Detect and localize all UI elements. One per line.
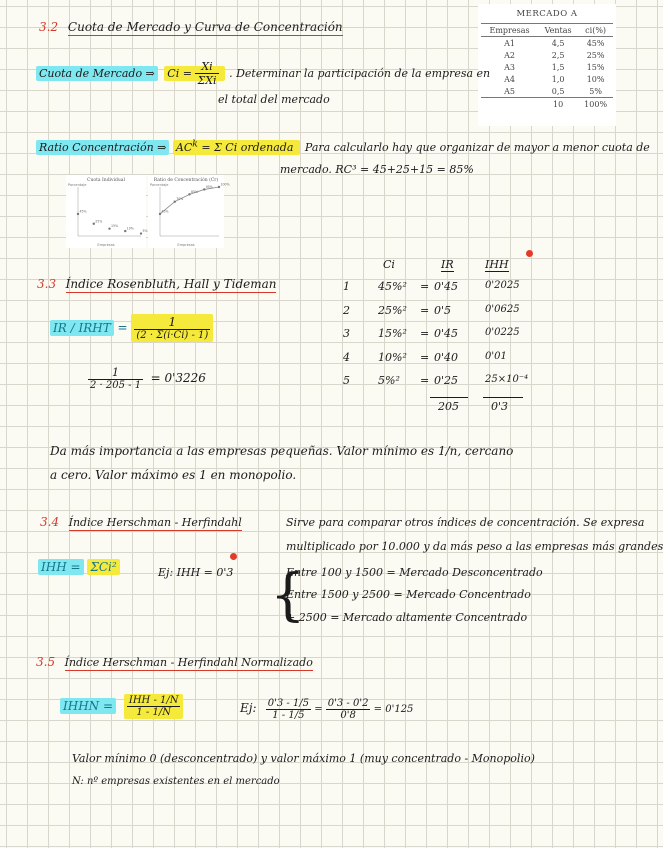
row-ir: 0'45 (434, 327, 459, 340)
chart-cuota-individual (66, 175, 146, 248)
ihh-total: 0'3 (491, 400, 509, 413)
table-row (481, 61, 613, 73)
row-ihh: 25×10⁻⁴ (485, 374, 529, 385)
range-brace: { (270, 563, 306, 628)
ihhn-denominator: 1 - 1/N (136, 707, 171, 718)
ihh-label: IHH = (38, 559, 84, 575)
row-ci: 5%² (378, 374, 400, 387)
chart-data-label: 95% (205, 184, 213, 189)
table-cell: 1,5 (551, 62, 565, 72)
table-cell: A5 (504, 86, 515, 96)
table-cell: A2 (504, 50, 515, 60)
section-3-2-heading (39, 20, 343, 34)
irht-fraction (131, 314, 213, 342)
chart-xlabel: Empresas (177, 243, 195, 247)
example-numerator-2: 0'3 - 0'2 (327, 698, 369, 709)
ihh-range-3: + 2500 = Mercado altamente Concentrado (286, 611, 528, 624)
ihhn-formula (60, 694, 183, 719)
ir-note-1: Da más importancia a las empresas pequeñas. Valor mínimo es 1/n, cercano (50, 444, 514, 458)
example-numerator-1: 0'3 - 1/5 (267, 698, 310, 709)
chart-data-label: 85% (191, 189, 199, 194)
ihhn-note-1: Valor mínimo 0 (desconcentrado) y valor máximo 1 (muy concentrado - Monopolio) (72, 752, 535, 765)
table-cell: 15% (586, 62, 605, 72)
row-ci: 15%² (378, 327, 407, 340)
chart-ratio-concentracion-svg (148, 175, 230, 248)
table-row (481, 37, 613, 50)
section-number: 3.4 (40, 515, 60, 529)
equals-sign: = (420, 351, 430, 364)
table-row (481, 85, 613, 98)
ihhn-note-2: N: nº empresas existentes en el mercado (72, 776, 280, 787)
chart-data-label: 5% (142, 229, 148, 234)
section-3-5-heading (36, 655, 313, 669)
example-label: Ej: (240, 701, 257, 715)
chart-data-label: 45% (161, 209, 169, 214)
row-ir: 0'5 (434, 304, 452, 317)
row-index: 2 (343, 304, 350, 317)
ratio-description-2: mercado. RC³ = 45+25+15 = 85% (280, 163, 474, 176)
ratio-formula (173, 140, 300, 155)
irht-numerator: 1 (134, 315, 210, 330)
table-row (481, 49, 613, 61)
table-cell: 4,5 (551, 38, 565, 48)
equals-sign: = (420, 327, 430, 340)
ihh-range-1: Entre 100 y 1500 = Mercado Desconcentrado (286, 566, 543, 579)
row-ihh: 0'01 (485, 351, 507, 362)
equals-sign: = (420, 374, 430, 387)
table-cell: 2,5 (551, 50, 565, 60)
section-title: Índice Rosenbluth, Hall y Tideman (65, 277, 277, 291)
section-title: Índice Herschman - Herfindahl Normalizado (64, 656, 313, 669)
section-number: 3.3 (37, 277, 57, 291)
col-header-ci: Ci (383, 258, 395, 271)
table-cell: 0,5 (551, 86, 565, 96)
section-3-3-heading (37, 277, 276, 291)
table-header: ci(%) (578, 24, 613, 37)
chart-data-label: 45% (79, 209, 87, 214)
row-ci: 10%² (378, 351, 407, 364)
ihh-formula (38, 560, 120, 574)
row-ir: 0'40 (434, 351, 459, 364)
chart-title: Cuota Individual (87, 178, 125, 183)
table-cell: 45% (586, 38, 605, 48)
equals-sign: = (420, 280, 430, 293)
example-result: = 0'125 (373, 704, 414, 715)
equals-sign: = (117, 320, 132, 335)
irht-denominator: (2 · Σ(i·Ci) - 1) (136, 330, 209, 341)
table-row (481, 73, 613, 85)
red-marker-dot (230, 553, 237, 560)
row-index: 5 (343, 374, 350, 387)
section-number: 3.5 (36, 655, 56, 669)
row-ir: 0'25 (434, 374, 459, 387)
chart-data-label: 100% (220, 182, 230, 187)
table-cell: 25% (586, 50, 605, 60)
section-3-4-heading (40, 515, 242, 529)
chart-data-label: 25% (95, 219, 103, 224)
ratio-sup: k (192, 138, 198, 149)
table-cell: 10% (586, 74, 605, 84)
example-fraction-2 (326, 698, 371, 721)
ir-total: 205 (438, 400, 459, 413)
ratio-description: Para calcularlo hay que organizar de mayor a menor cuota de (304, 140, 650, 154)
chart-data-label: 10% (126, 226, 134, 231)
irht-formula (50, 314, 213, 342)
section-number: 3.2 (39, 20, 59, 34)
row-ihh: 0'0225 (485, 327, 520, 338)
market-data-table (481, 23, 613, 110)
cuota-description-2: el total del mercado (218, 93, 330, 106)
chart-data-label: 15% (111, 224, 119, 229)
irht-calculation (88, 366, 206, 391)
chart-xlabel: Empresas (97, 243, 115, 247)
chart-cuota-individual-svg (66, 175, 146, 248)
ir-note-2: a cero. Valor máximo es 1 en monopolio. (50, 468, 297, 482)
ci-fraction (195, 60, 218, 87)
table-total-row (481, 98, 613, 111)
table-header: Ventas (538, 24, 578, 37)
ihh-example: Ej: IHH = 0'3 (158, 566, 234, 579)
equals-sign: = (314, 704, 326, 715)
red-marker-dot (526, 250, 533, 257)
row-ci: 25%² (378, 304, 407, 317)
chart-data-label: 70% (176, 197, 184, 202)
ihhn-numerator: IHH - 1/N (128, 695, 179, 706)
table-caption: MERCADO A (516, 9, 578, 19)
ratio-ac: AC (175, 140, 193, 154)
ihh-sum-line (483, 397, 523, 398)
example-denominator-2: 0'8 (340, 710, 356, 721)
ihh-description-2: multiplicado por 10.000 y da más peso a las empresas más grandes (286, 540, 663, 553)
table-cell: A3 (504, 62, 515, 72)
ihhn-example (240, 698, 413, 721)
ratio-rhs: = Σ Ci ordenada (201, 140, 294, 154)
row-ihh: 0'0625 (485, 304, 520, 315)
ci-numerator: Xi (195, 60, 218, 74)
ihhn-fraction (124, 694, 184, 719)
ihh-description-1: Sirve para comparar otros índices de concentración. Se expresa (286, 516, 645, 529)
ihhn-label: IHHN = (60, 698, 116, 714)
row-index: 1 (343, 280, 350, 293)
ratio-concentracion-line (36, 138, 650, 154)
cuota-mercado-line (36, 60, 490, 87)
chart-ratio-concentracion (148, 175, 230, 248)
table-cell: 1,0 (551, 74, 565, 84)
section-title: Índice Herschman - Herfindahl (68, 516, 242, 529)
calc-denominator: 2 · 205 - 1 (90, 380, 142, 391)
example-fraction-1 (266, 698, 311, 721)
row-ihh: 0'2025 (485, 280, 520, 291)
row-ir: 0'45 (434, 280, 459, 293)
table-header: Empresas (481, 24, 538, 37)
chart-ylabel: Porcentaje (150, 183, 169, 187)
calc-numerator: 1 (88, 366, 143, 380)
ihh-range-2: Entre 1500 y 2500 = Mercado Concentrado (286, 588, 531, 601)
cuota-description: . Determinar la participación de la empresa en (229, 66, 491, 80)
equals-sign: = (420, 304, 430, 317)
market-table (478, 4, 616, 126)
table-cell (481, 98, 538, 111)
chart-title: Ratio de Concentración (Cr) (153, 178, 219, 183)
chart-ylabel: Porcentaje (68, 183, 87, 187)
table-cell: 100% (578, 98, 613, 111)
ci-lhs: Ci = (167, 66, 192, 80)
ir-sum-line (430, 397, 468, 398)
table-cell: 10 (538, 98, 578, 111)
section-title: Cuota de Mercado y Curva de Concentración (67, 20, 343, 34)
row-ci: 45%² (378, 280, 407, 293)
table-cell: A1 (504, 38, 515, 48)
col-header-ir: IR (441, 258, 454, 271)
cuota-mercado-label: Cuota de Mercado ⇒ (36, 66, 158, 81)
ratio-label: Ratio Concentración ⇒ (36, 140, 169, 155)
calc-fraction (88, 366, 143, 391)
col-header-ihh: IHH (485, 258, 509, 271)
ihh-sum: ΣCi² (87, 559, 119, 575)
calc-result: = 0'3226 (150, 370, 206, 385)
row-index: 4 (343, 351, 350, 364)
example-denominator-1: 1 - 1/5 (272, 710, 305, 721)
table-cell: 5% (589, 86, 602, 96)
table-cell: A4 (504, 74, 515, 84)
row-index: 3 (343, 327, 350, 340)
irht-label: IR / IRHT (50, 320, 114, 336)
ci-denominator: ΣXi (197, 74, 217, 87)
cuota-formula (164, 60, 225, 87)
